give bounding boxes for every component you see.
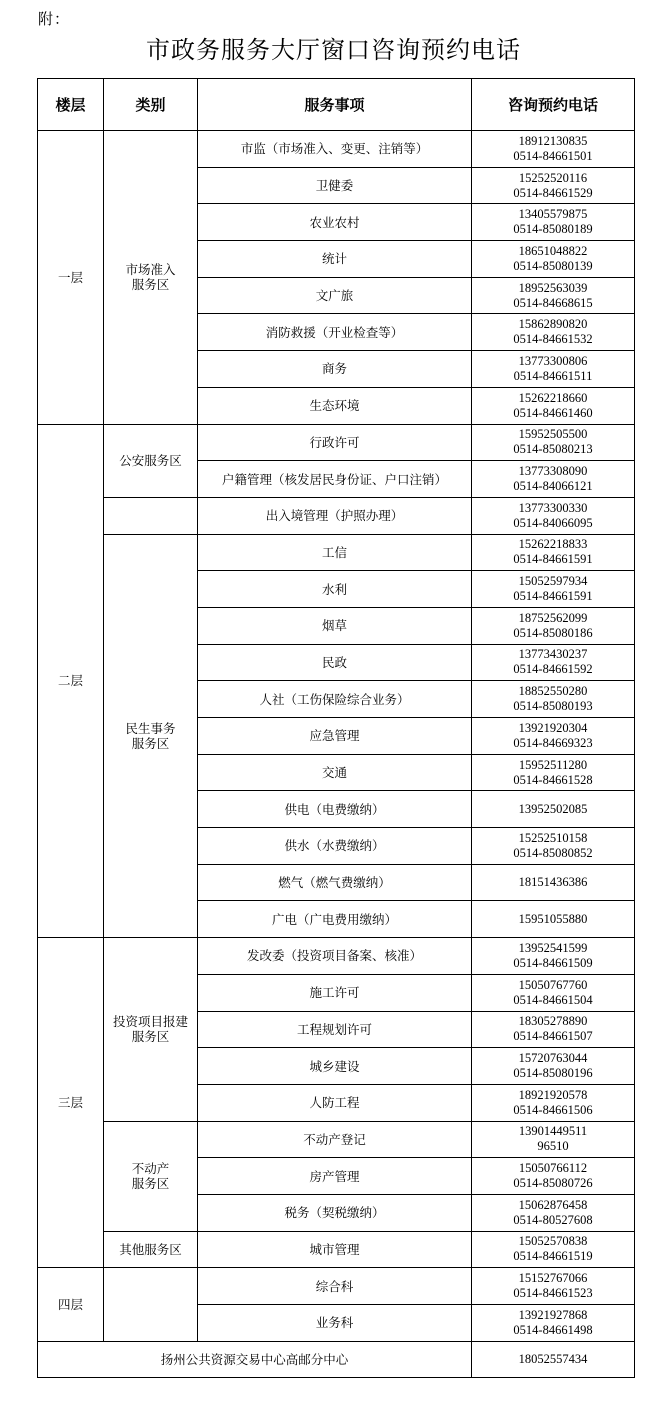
phone-number: 0514-84661591	[513, 552, 593, 567]
service-item-cell: 供电（电费缴纳）	[198, 791, 472, 828]
category-cell: 市场准入 服务区	[104, 131, 198, 425]
phone-cell	[472, 1121, 635, 1158]
service-item-cell: 市监（市场准入、变更、注销等）	[198, 131, 472, 168]
phone-number: 13901449511	[518, 1124, 588, 1139]
service-item-cell: 应急管理	[198, 718, 472, 755]
phone-number: 0514-84661529	[513, 185, 593, 200]
phone-number: 15862890820	[518, 317, 588, 332]
phone-number: 15262218833	[518, 537, 588, 552]
table-body	[38, 131, 635, 1378]
phone-number: 0514-84661506	[513, 1102, 593, 1117]
phone-number: 15262218660	[518, 390, 588, 405]
phone-number: 15952511280	[518, 757, 588, 772]
phone-number: 0514-84661532	[513, 332, 593, 347]
service-item-cell: 消防救援（开业检查等）	[198, 314, 472, 351]
phone-number: 0514-80527608	[513, 1212, 593, 1227]
phone-cell	[472, 864, 635, 901]
phone-cell	[472, 938, 635, 975]
phone-cell	[472, 1268, 635, 1305]
phone-number: 0514-84661528	[513, 772, 593, 787]
phone-number: 13952541599	[518, 940, 588, 955]
service-item-cell: 综合科	[198, 1268, 472, 1305]
phone-number: 18651048822	[518, 243, 588, 258]
table-row	[38, 534, 635, 571]
phone-number: 18305278890	[518, 1014, 588, 1029]
phone-number: 0514-84661504	[513, 992, 593, 1007]
phone-cell	[472, 791, 635, 828]
header-phone: 咨询预约电话	[472, 79, 635, 131]
phone-number: 0514-84066121	[513, 479, 593, 494]
phone-cell	[472, 534, 635, 571]
header-floor: 楼层	[38, 79, 104, 131]
phone-number: 18921920578	[518, 1087, 588, 1102]
phone-number: 18752562099	[518, 610, 588, 625]
phone-number: 0514-84668615	[513, 295, 593, 310]
phone-cell	[472, 644, 635, 681]
phone-number: 0514-84661592	[513, 662, 593, 677]
phone-number: 18151436386	[518, 875, 588, 890]
service-item-cell: 文广旅	[198, 277, 472, 314]
phone-number: 13773300806	[518, 353, 588, 368]
category-cell: 民生事务 服务区	[104, 534, 198, 938]
phone-number: 15952505500	[518, 427, 588, 442]
phone-cell	[472, 1011, 635, 1048]
category-cell: 其他服务区	[104, 1231, 198, 1268]
phone-number: 18852550280	[518, 684, 588, 699]
table-row	[38, 1121, 635, 1158]
phone-number: 13921927868	[518, 1307, 588, 1322]
service-item-cell: 供水（水费缴纳）	[198, 828, 472, 865]
phone-cell	[472, 1231, 635, 1268]
category-cell	[104, 497, 198, 534]
footer-row	[38, 1341, 635, 1378]
phone-number: 15052597934	[518, 574, 588, 589]
phone-number: 0514-85080213	[513, 442, 593, 457]
service-item-cell: 广电（广电费用缴纳）	[198, 901, 472, 938]
service-item-cell: 燃气（燃气费缴纳）	[198, 864, 472, 901]
table-header-row	[38, 79, 635, 131]
floor-cell: 三层	[38, 938, 104, 1268]
phone-cell	[472, 828, 635, 865]
phone-number: 18952563039	[518, 280, 588, 295]
phone-number: 0514-85080189	[513, 222, 593, 237]
phone-number: 13405579875	[518, 207, 588, 222]
phone-cell	[472, 277, 635, 314]
service-item-cell: 水利	[198, 571, 472, 608]
service-item-cell: 发改委（投资项目备案、核准）	[198, 938, 472, 975]
phone-number: 0514-85080852	[513, 845, 593, 860]
phone-number: 0514-84066095	[513, 515, 593, 530]
phone-number: 15050767760	[518, 977, 588, 992]
table-row	[38, 1268, 635, 1305]
phone-cell	[472, 241, 635, 278]
phone-number: 15152767066	[518, 1271, 588, 1286]
phone-number: 0514-84661523	[513, 1286, 593, 1301]
phone-number: 0514-84661511	[513, 368, 593, 383]
phone-number: 13773308090	[518, 464, 588, 479]
phone-cell	[472, 1158, 635, 1195]
phone-cell	[472, 351, 635, 388]
service-item-cell: 人防工程	[198, 1084, 472, 1121]
service-item-cell: 户籍管理（核发居民身份证、户口注销）	[198, 461, 472, 498]
phone-number: 15951055880	[518, 911, 588, 926]
phone-number: 13773430237	[518, 647, 588, 662]
phone-number: 0514-84661507	[513, 1029, 593, 1044]
phone-number: 0514-85080726	[513, 1176, 593, 1191]
service-item-cell: 业务科	[198, 1305, 472, 1342]
phone-cell	[472, 901, 635, 938]
phone-cell	[472, 1048, 635, 1085]
category-cell: 不动产 服务区	[104, 1121, 198, 1231]
header-service: 服务事项	[198, 79, 472, 131]
phone-number: 15062876458	[518, 1197, 588, 1212]
category-cell: 投资项目报建 服务区	[104, 938, 198, 1121]
phone-number: 15252510158	[518, 830, 588, 845]
phone-number: 0514-84669323	[513, 735, 593, 750]
footer-phone: 18052557434	[472, 1341, 635, 1378]
phone-cell	[472, 131, 635, 168]
footer-label: 扬州公共资源交易中心高邮分中心	[38, 1341, 472, 1378]
phone-cell	[472, 1305, 635, 1342]
service-item-cell: 交通	[198, 754, 472, 791]
phone-number: 0514-84661519	[513, 1249, 593, 1264]
service-item-cell: 城市管理	[198, 1231, 472, 1268]
service-item-cell: 行政许可	[198, 424, 472, 461]
service-item-cell: 施工许可	[198, 974, 472, 1011]
phone-cell	[472, 204, 635, 241]
phone-cell	[472, 681, 635, 718]
phone-number: 0514-85080139	[513, 258, 593, 273]
phone-cell	[472, 607, 635, 644]
service-item-cell: 房产管理	[198, 1158, 472, 1195]
phone-number: 18912130835	[518, 133, 588, 148]
phone-cell	[472, 1084, 635, 1121]
phone-number: 0514-84661501	[513, 148, 593, 163]
phone-cell	[472, 314, 635, 351]
phone-cell	[472, 571, 635, 608]
service-item-cell: 生态环境	[198, 387, 472, 424]
header-category: 类别	[104, 79, 198, 131]
phone-number: 0514-84661591	[513, 589, 593, 604]
phone-cell	[472, 718, 635, 755]
phone-number: 96510	[537, 1139, 569, 1154]
table-row	[38, 938, 635, 975]
phone-cell	[472, 387, 635, 424]
service-item-cell: 农业农村	[198, 204, 472, 241]
service-item-cell: 卫健委	[198, 167, 472, 204]
phone-directory-table	[37, 78, 635, 1378]
service-item-cell: 不动产登记	[198, 1121, 472, 1158]
phone-number: 0514-84661509	[513, 955, 593, 970]
category-cell	[104, 1268, 198, 1341]
phone-number: 13952502085	[518, 801, 588, 816]
table-row	[38, 131, 635, 168]
phone-number: 13773300330	[518, 500, 588, 515]
phone-cell	[472, 497, 635, 534]
table-row	[38, 1231, 635, 1268]
phone-number: 13921920304	[518, 720, 588, 735]
phone-number: 0514-84661460	[513, 405, 593, 420]
service-item-cell: 商务	[198, 351, 472, 388]
document-title: 市政务服务大厅窗口咨询预约电话	[146, 36, 521, 64]
table-row	[38, 497, 635, 534]
phone-number: 15252520116	[518, 170, 588, 185]
category-cell: 公安服务区	[104, 424, 198, 497]
phone-number: 0514-85080193	[513, 699, 593, 714]
service-item-cell: 工程规划许可	[198, 1011, 472, 1048]
floor-cell: 四层	[38, 1268, 104, 1341]
service-item-cell: 人社（工伤保险综合业务）	[198, 681, 472, 718]
phone-cell	[472, 974, 635, 1011]
phone-number: 15050766112	[518, 1161, 588, 1176]
attachment-label: 附：	[38, 10, 71, 28]
phone-number: 15052570838	[518, 1234, 588, 1249]
phone-number: 0514-84661498	[513, 1322, 593, 1337]
floor-cell: 一层	[38, 131, 104, 425]
service-item-cell: 出入境管理（护照办理）	[198, 497, 472, 534]
phone-number: 15720763044	[518, 1051, 588, 1066]
phone-cell	[472, 754, 635, 791]
phone-number: 0514-85080196	[513, 1066, 593, 1081]
phone-number: 0514-85080186	[513, 625, 593, 640]
service-item-cell: 税务（契税缴纳）	[198, 1194, 472, 1231]
service-item-cell: 工信	[198, 534, 472, 571]
phone-cell	[472, 167, 635, 204]
service-item-cell: 民政	[198, 644, 472, 681]
floor-cell: 二层	[38, 424, 104, 938]
service-item-cell: 城乡建设	[198, 1048, 472, 1085]
service-item-cell: 烟草	[198, 607, 472, 644]
phone-cell	[472, 461, 635, 498]
service-item-cell: 统计	[198, 241, 472, 278]
phone-cell	[472, 1194, 635, 1231]
table-row	[38, 424, 635, 461]
phone-cell	[472, 424, 635, 461]
